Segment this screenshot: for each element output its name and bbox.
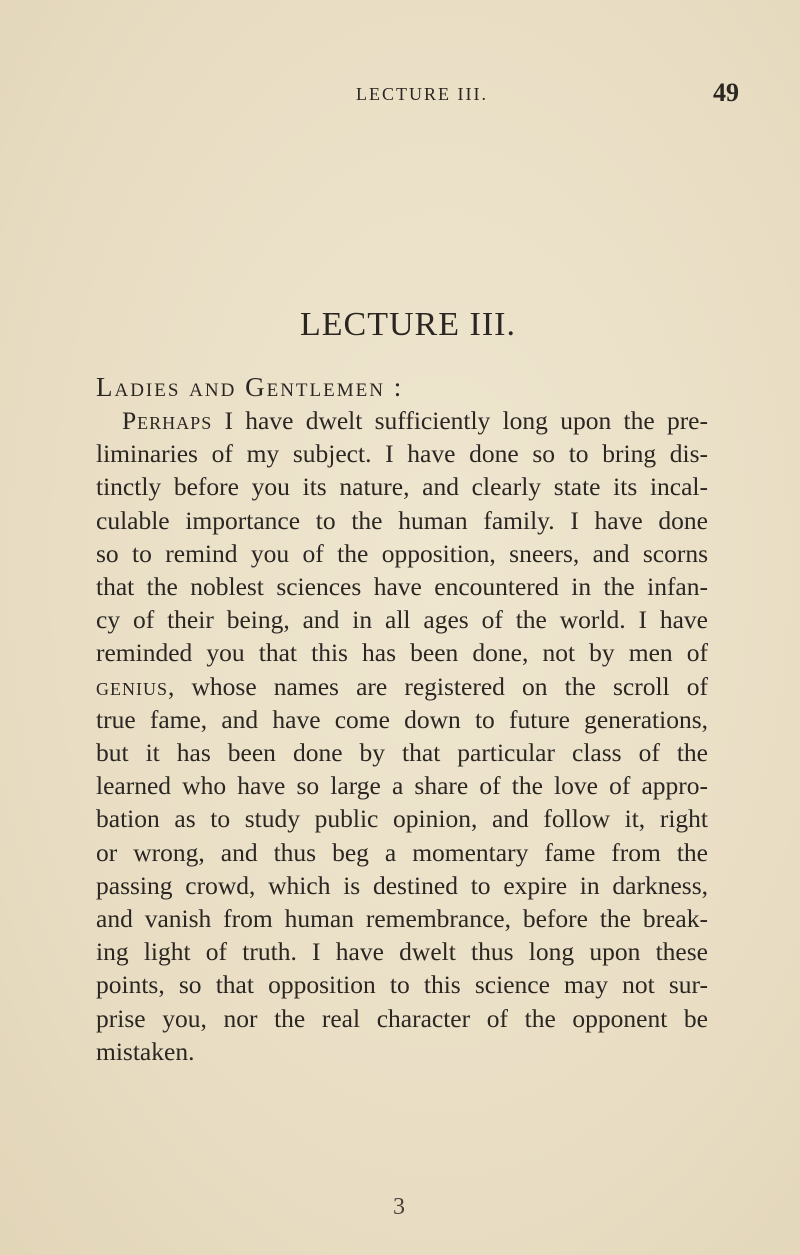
running-title: LECTURE III. <box>356 84 488 104</box>
text-line: true fame, and have come down to future generations, <box>96 704 708 734</box>
small-caps-lead: Perhaps <box>122 406 213 435</box>
text-line: ing light of truth. I have dwelt thus long upon these <box>96 937 708 967</box>
text-line: prise you, nor the real character of the opponent be <box>96 1003 708 1033</box>
text-line-content: , whose names are registered on the scroll of <box>168 671 708 701</box>
text-line: tinctly before you its nature, and clearly state its incal- <box>96 472 708 502</box>
chapter-title: LECTURE III. <box>300 306 516 343</box>
text-line-content: I have dwelt sufficiently long upon the pre- <box>212 406 708 435</box>
text-line: culable importance to the human family. I have done <box>96 505 708 535</box>
text-line <box>96 404 708 437</box>
text-line: reminded you that this has been done, not by men of <box>96 638 708 668</box>
body-paragraph <box>96 404 708 1068</box>
text-line: but it has been done by that particular class of the <box>96 738 708 768</box>
text-line: bation as to study public opinion, and follow it, right <box>96 804 708 834</box>
running-head <box>0 80 800 110</box>
page-number: 49 <box>713 78 739 107</box>
text-line: passing crowd, which is destined to expire in darkness, <box>96 870 708 900</box>
text-line: cy of their being, and in all ages of the world. I have <box>96 605 708 635</box>
text-line: mistaken. <box>96 1036 195 1066</box>
text-line: points, so that opposition to this science may not sur- <box>96 970 708 1000</box>
text-line: liminaries of my subject. I have done so to bring dis- <box>96 439 708 469</box>
text-line <box>96 670 708 703</box>
signature-mark: 3 <box>393 1194 405 1220</box>
text-line: and vanish from human remembrance, before the break- <box>96 904 708 934</box>
text-line: that the noblest sciences have encountered in the infan- <box>96 572 708 602</box>
text-line: so to remind you of the opposition, sneers, and scorns <box>96 538 708 568</box>
salutation: Ladies and Gentlemen : <box>96 372 404 402</box>
text-line: or wrong, and thus beg a momentary fame from the <box>96 837 708 867</box>
text-line: learned who have so large a share of the love of appro- <box>96 771 708 801</box>
small-caps-lead: genius <box>96 671 168 701</box>
